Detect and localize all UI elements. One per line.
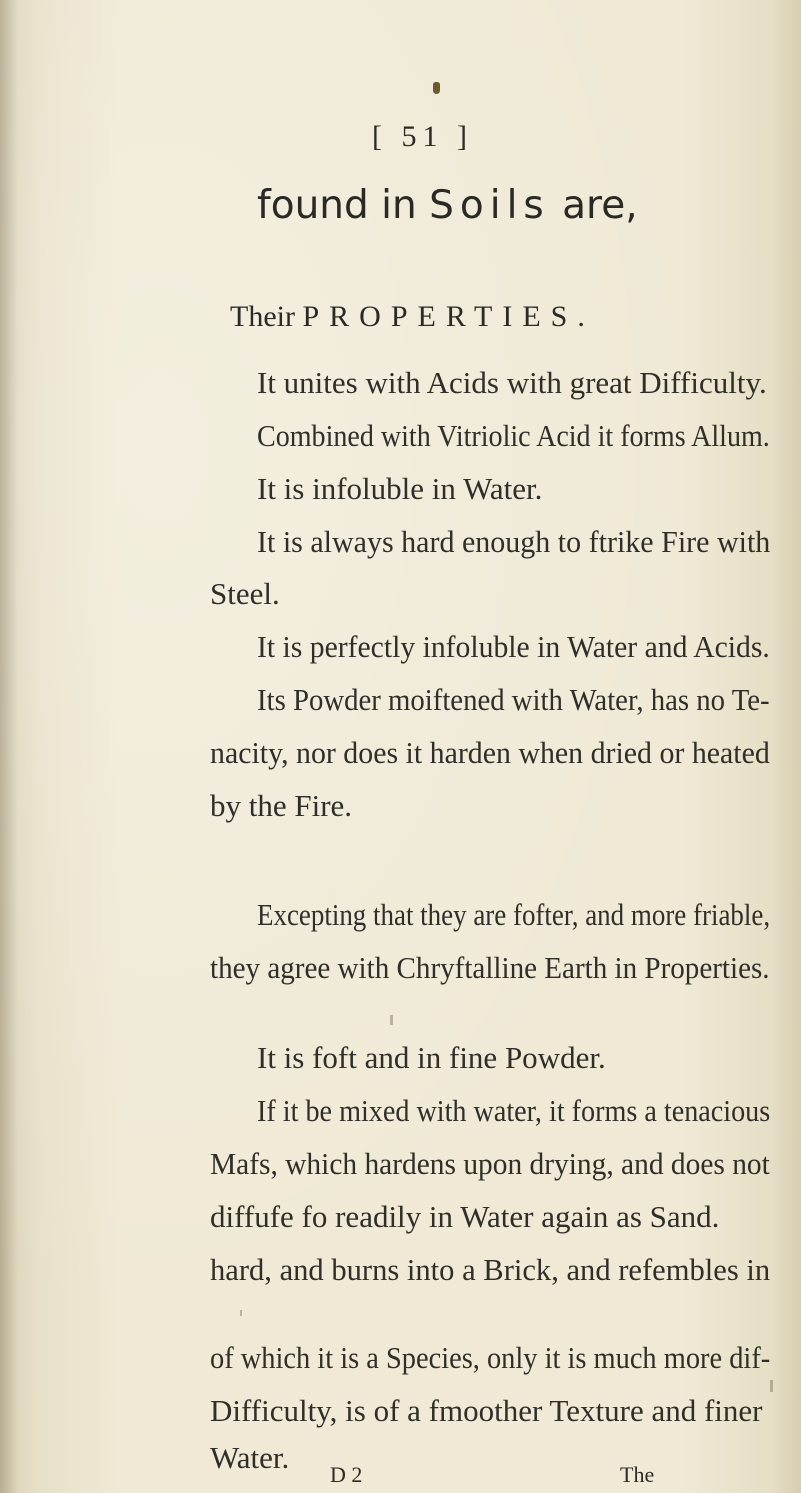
text-line: Mafs, which hardens upon drying, and does not: [210, 1146, 770, 1181]
text-line: by the Fire.: [210, 788, 353, 823]
ink-mark: [433, 82, 440, 94]
catchword: The: [620, 1462, 655, 1487]
paper-speck: [390, 1015, 393, 1025]
page-spine-shadow: [0, 0, 18, 1493]
text-line: It unites with Acids with great Difficulty.: [257, 365, 767, 400]
text-line: Its Powder moiftened with Water, has no Te-: [257, 682, 770, 717]
text-line: of which it is a Species, only it is much more dif-: [210, 1340, 771, 1375]
subheading-their: Their: [230, 300, 303, 333]
text-line: Water.: [210, 1440, 290, 1475]
text-line: they agree with Chryftalline Earth in Properties.: [210, 950, 770, 985]
text-line: It is infoluble in Water.: [257, 471, 543, 506]
text-line: Excepting that they are fofter, and more friable,: [257, 897, 771, 932]
heading-tail: are,: [549, 183, 638, 228]
section-subheading: [230, 300, 595, 334]
paper-speck: [240, 1310, 242, 1316]
text-line: Difficulty, is of a fmoother Texture and finer: [210, 1393, 763, 1428]
text-line: hard, and burns into a Brick, and refembles in: [210, 1252, 771, 1287]
text-line: It is foft and in fine Powder.: [257, 1040, 606, 1075]
heading-soils: Soils: [429, 183, 550, 228]
text-line: If it be mixed with water, it forms a tenacious: [257, 1093, 771, 1128]
text-line: It is perfectly infoluble in Water and Acids.: [257, 629, 770, 664]
text-line: It is always hard enough to ftrike Fire with: [257, 524, 771, 559]
text-line: diffufe fo readily in Water again as Sand.: [210, 1199, 720, 1234]
heading-main: found in: [257, 183, 430, 228]
text-line: nacity, nor does it harden when dried or heated: [210, 735, 770, 770]
page-number: [ 51 ]: [372, 120, 473, 153]
text-line: Steel.: [210, 576, 280, 611]
signature-mark: D 2: [330, 1462, 363, 1487]
subheading-properties: PROPERTIES.: [302, 300, 595, 333]
text-line: Combined with Vitriolic Acid it forms Allum.: [257, 418, 770, 453]
paper-speck: [770, 1380, 773, 1392]
page-heading: [257, 183, 638, 228]
